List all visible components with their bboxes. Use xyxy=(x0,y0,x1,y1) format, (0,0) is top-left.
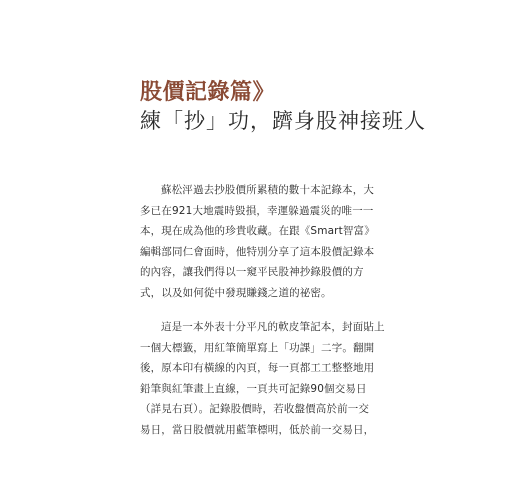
text-line: 這是一本外表十分平凡的軟皮筆記本，封面貼上 xyxy=(161,321,385,333)
text-line: 本，現在成為他的珍貴收藏。在跟《Smart智富》 xyxy=(140,225,375,237)
article-body xyxy=(140,180,385,454)
text-line: 一個大標籤，用紅筆簡單寫上「功課」二字。翻開 xyxy=(140,341,375,354)
text-line: （詳見右頁）。記錄股價時，若收盤價高於前一交 xyxy=(140,403,370,415)
text-line: 後，原本印有橫線的內頁，每一頁都工工整整地用 xyxy=(140,362,375,374)
text-line: 式，以及如何從中發現賺錢之道的祕密。 xyxy=(140,286,332,299)
article-title: 練「抄」功，躋身股神接班人 xyxy=(140,109,426,133)
paragraph-1 xyxy=(140,180,378,303)
text-line: 易日，當日股價就用藍筆標明，低於前一交易日， xyxy=(140,423,375,436)
text-line: 蘇松泙過去抄股價所累積的數十本記錄本，大 xyxy=(161,184,374,196)
text-line: 編輯部同仁會面時，他特別分享了這本股價記錄本 xyxy=(140,245,375,258)
paragraph-2 xyxy=(140,317,385,440)
section-heading: 股價記錄篇》 xyxy=(140,80,276,105)
text-line: 鉛筆與紅筆畫上直線，一頁共可記錄90個交易日 xyxy=(140,382,367,395)
text-line: 多已在921大地震時毀損，幸運躲過震災的唯一一 xyxy=(140,204,374,217)
text-line: 的內容，讓我們得以一窺平民股神抄錄股價的方 xyxy=(140,266,364,278)
article-title-block xyxy=(140,80,480,134)
